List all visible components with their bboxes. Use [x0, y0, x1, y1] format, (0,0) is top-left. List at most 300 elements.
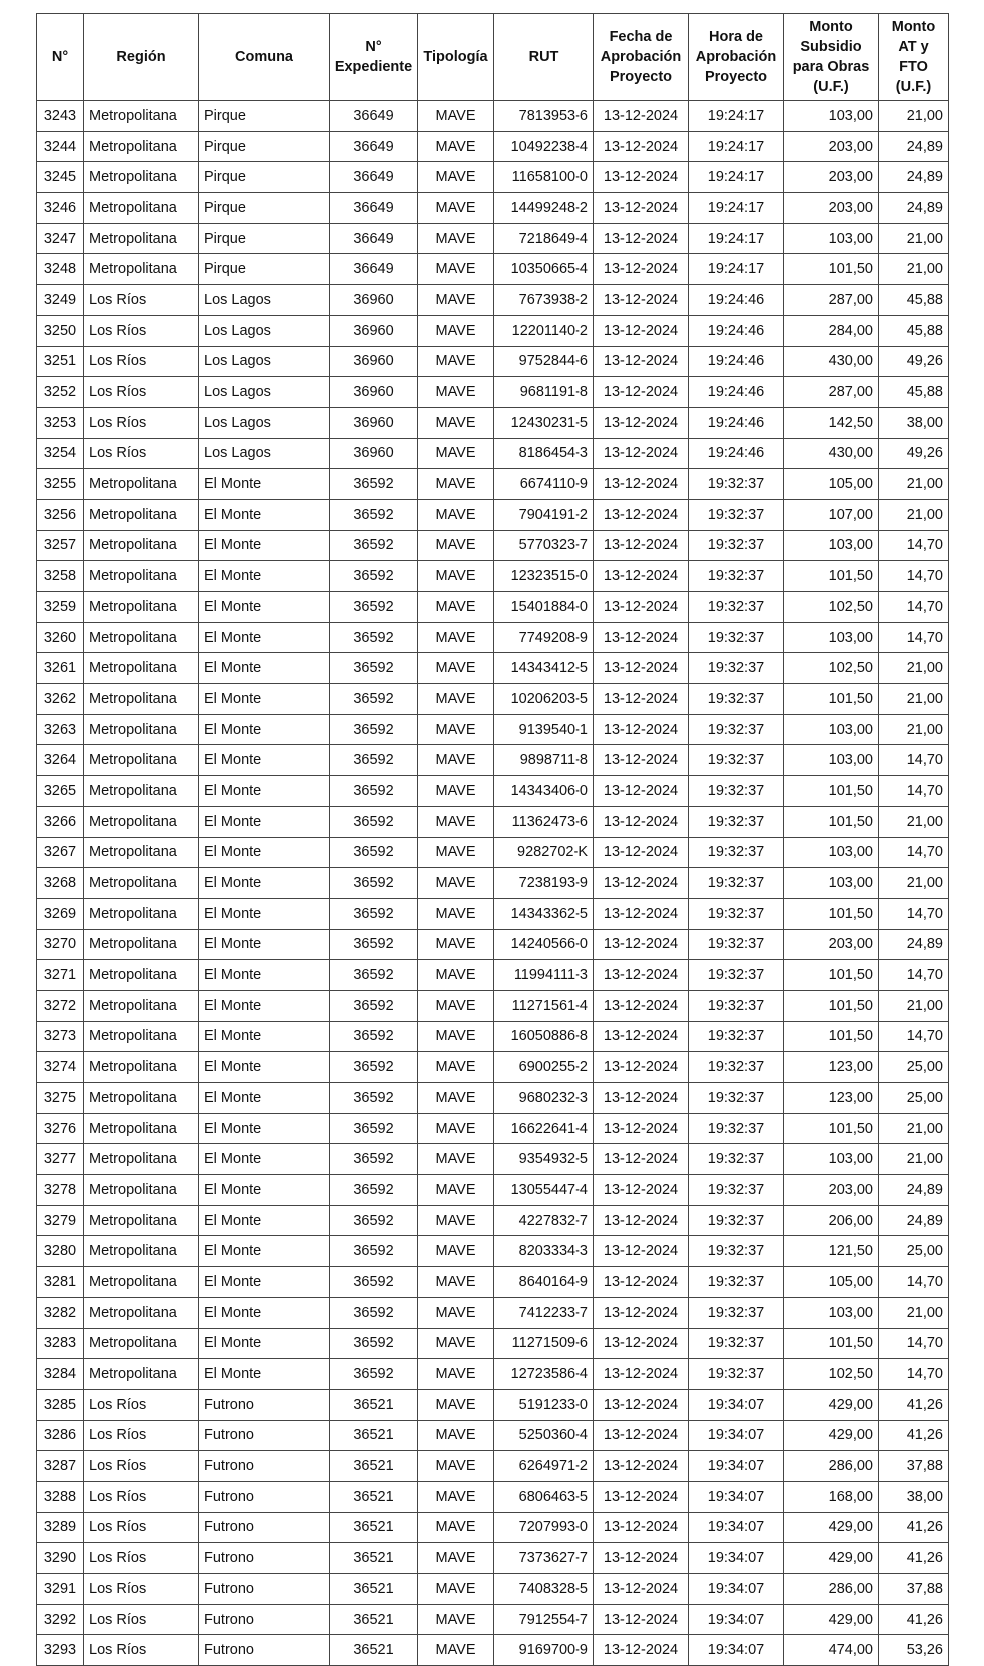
cell-fecha: 13-12-2024	[594, 1604, 689, 1635]
cell-rut: 12723586-4	[494, 1359, 594, 1390]
cell-tipologia: MAVE	[418, 622, 494, 653]
table-row	[37, 714, 949, 745]
document-page	[36, 13, 949, 1666]
cell-rut: 7207993-0	[494, 1512, 594, 1543]
cell-monto-at: 14,70	[879, 745, 949, 776]
cell-monto-obras: 103,00	[784, 714, 879, 745]
cell-comuna: Pirque	[199, 193, 330, 224]
cell-region: Metropolitana	[84, 990, 199, 1021]
cell-expediente: 36592	[330, 1144, 418, 1175]
cell-hora: 19:34:07	[689, 1389, 784, 1420]
cell-numero: 3291	[37, 1574, 84, 1605]
cell-expediente: 36592	[330, 960, 418, 991]
cell-rut: 11271561-4	[494, 990, 594, 1021]
cell-tipologia: MAVE	[418, 745, 494, 776]
cell-hora: 19:32:37	[689, 1052, 784, 1083]
cell-tipologia: MAVE	[418, 837, 494, 868]
table-row	[37, 193, 949, 224]
cell-fecha: 13-12-2024	[594, 346, 689, 377]
cell-fecha: 13-12-2024	[594, 898, 689, 929]
table-row	[37, 990, 949, 1021]
cell-fecha: 13-12-2024	[594, 1236, 689, 1267]
cell-region: Los Ríos	[84, 1420, 199, 1451]
cell-fecha: 13-12-2024	[594, 622, 689, 653]
cell-rut: 14499248-2	[494, 193, 594, 224]
cell-hora: 19:34:07	[689, 1543, 784, 1574]
cell-hora: 19:32:37	[689, 929, 784, 960]
cell-fecha: 13-12-2024	[594, 377, 689, 408]
cell-rut: 16622641-4	[494, 1113, 594, 1144]
cell-tipologia: MAVE	[418, 1359, 494, 1390]
cell-rut: 12201140-2	[494, 315, 594, 346]
cell-monto-at: 21,00	[879, 714, 949, 745]
cell-tipologia: MAVE	[418, 438, 494, 469]
cell-comuna: El Monte	[199, 837, 330, 868]
cell-tipologia: MAVE	[418, 1083, 494, 1114]
cell-region: Metropolitana	[84, 561, 199, 592]
cell-hora: 19:32:37	[689, 1113, 784, 1144]
cell-hora: 19:24:46	[689, 315, 784, 346]
cell-hora: 19:32:37	[689, 898, 784, 929]
cell-tipologia: MAVE	[418, 1297, 494, 1328]
cell-tipologia: MAVE	[418, 315, 494, 346]
cell-rut: 7749208-9	[494, 622, 594, 653]
table-row	[37, 346, 949, 377]
cell-monto-at: 14,70	[879, 622, 949, 653]
cell-monto-obras: 429,00	[784, 1389, 879, 1420]
cell-region: Metropolitana	[84, 254, 199, 285]
cell-fecha: 13-12-2024	[594, 1359, 689, 1390]
table-row	[37, 1236, 949, 1267]
cell-monto-at: 14,70	[879, 960, 949, 991]
cell-monto-obras: 429,00	[784, 1543, 879, 1574]
cell-region: Metropolitana	[84, 223, 199, 254]
table-row	[37, 530, 949, 561]
cell-region: Metropolitana	[84, 530, 199, 561]
col-header-region: Región	[84, 14, 199, 101]
cell-fecha: 13-12-2024	[594, 1420, 689, 1451]
cell-tipologia: MAVE	[418, 1052, 494, 1083]
cell-comuna: El Monte	[199, 1236, 330, 1267]
cell-rut: 16050886-8	[494, 1021, 594, 1052]
cell-monto-obras: 103,00	[784, 101, 879, 132]
cell-tipologia: MAVE	[418, 1021, 494, 1052]
col-header-tipologia: Tipología	[418, 14, 494, 101]
cell-monto-obras: 430,00	[784, 346, 879, 377]
cell-comuna: El Monte	[199, 990, 330, 1021]
cell-numero: 3293	[37, 1635, 84, 1666]
cell-region: Metropolitana	[84, 837, 199, 868]
cell-region: Los Ríos	[84, 1635, 199, 1666]
cell-comuna: El Monte	[199, 806, 330, 837]
cell-comuna: El Monte	[199, 1144, 330, 1175]
cell-expediente: 36960	[330, 438, 418, 469]
cell-tipologia: MAVE	[418, 530, 494, 561]
cell-region: Los Ríos	[84, 438, 199, 469]
cell-rut: 6900255-2	[494, 1052, 594, 1083]
cell-monto-obras: 121,50	[784, 1236, 879, 1267]
cell-numero: 3260	[37, 622, 84, 653]
cell-comuna: El Monte	[199, 1021, 330, 1052]
cell-numero: 3292	[37, 1604, 84, 1635]
cell-numero: 3246	[37, 193, 84, 224]
cell-hora: 19:32:37	[689, 1021, 784, 1052]
table-row	[37, 1328, 949, 1359]
cell-tipologia: MAVE	[418, 1635, 494, 1666]
cell-region: Los Ríos	[84, 1389, 199, 1420]
cell-hora: 19:32:37	[689, 1175, 784, 1206]
cell-region: Metropolitana	[84, 162, 199, 193]
cell-tipologia: MAVE	[418, 1236, 494, 1267]
table-row	[37, 745, 949, 776]
cell-rut: 5191233-0	[494, 1389, 594, 1420]
cell-monto-at: 25,00	[879, 1083, 949, 1114]
cell-monto-obras: 142,50	[784, 407, 879, 438]
cell-tipologia: MAVE	[418, 990, 494, 1021]
cell-hora: 19:32:37	[689, 1083, 784, 1114]
cell-fecha: 13-12-2024	[594, 285, 689, 316]
cell-comuna: El Monte	[199, 653, 330, 684]
cell-monto-obras: 101,50	[784, 1021, 879, 1052]
cell-rut: 11658100-0	[494, 162, 594, 193]
cell-expediente: 36592	[330, 622, 418, 653]
cell-rut: 9282702-K	[494, 837, 594, 868]
cell-hora: 19:32:37	[689, 1267, 784, 1298]
col-header-numero: N°	[37, 14, 84, 101]
cell-region: Metropolitana	[84, 1267, 199, 1298]
cell-monto-obras: 102,50	[784, 1359, 879, 1390]
cell-tipologia: MAVE	[418, 1604, 494, 1635]
cell-hora: 19:32:37	[689, 1144, 784, 1175]
cell-fecha: 13-12-2024	[594, 592, 689, 623]
cell-numero: 3281	[37, 1267, 84, 1298]
cell-monto-at: 25,00	[879, 1236, 949, 1267]
cell-hora: 19:32:37	[689, 1205, 784, 1236]
cell-monto-at: 49,26	[879, 438, 949, 469]
cell-region: Metropolitana	[84, 1113, 199, 1144]
cell-numero: 3249	[37, 285, 84, 316]
cell-hora: 19:32:37	[689, 868, 784, 899]
cell-monto-obras: 203,00	[784, 193, 879, 224]
cell-monto-at: 21,00	[879, 1113, 949, 1144]
cell-comuna: Pirque	[199, 101, 330, 132]
cell-comuna: El Monte	[199, 960, 330, 991]
cell-monto-obras: 287,00	[784, 377, 879, 408]
cell-fecha: 13-12-2024	[594, 1512, 689, 1543]
cell-comuna: El Monte	[199, 1267, 330, 1298]
cell-region: Los Ríos	[84, 1604, 199, 1635]
cell-fecha: 13-12-2024	[594, 684, 689, 715]
table-row	[37, 929, 949, 960]
cell-region: Los Ríos	[84, 346, 199, 377]
cell-numero: 3265	[37, 776, 84, 807]
table-row	[37, 1083, 949, 1114]
cell-expediente: 36592	[330, 1113, 418, 1144]
cell-fecha: 13-12-2024	[594, 806, 689, 837]
cell-rut: 13055447-4	[494, 1175, 594, 1206]
cell-expediente: 36521	[330, 1512, 418, 1543]
cell-numero: 3273	[37, 1021, 84, 1052]
cell-rut: 8186454-3	[494, 438, 594, 469]
table-row	[37, 162, 949, 193]
cell-monto-at: 14,70	[879, 1267, 949, 1298]
cell-tipologia: MAVE	[418, 131, 494, 162]
cell-expediente: 36521	[330, 1451, 418, 1482]
cell-region: Los Ríos	[84, 377, 199, 408]
cell-monto-obras: 103,00	[784, 530, 879, 561]
cell-rut: 7373627-7	[494, 1543, 594, 1574]
cell-region: Metropolitana	[84, 1359, 199, 1390]
cell-monto-at: 45,88	[879, 377, 949, 408]
table-row	[37, 131, 949, 162]
cell-hora: 19:32:37	[689, 837, 784, 868]
cell-tipologia: MAVE	[418, 561, 494, 592]
cell-tipologia: MAVE	[418, 377, 494, 408]
cell-monto-obras: 101,50	[784, 806, 879, 837]
cell-fecha: 13-12-2024	[594, 1144, 689, 1175]
cell-hora: 19:32:37	[689, 561, 784, 592]
cell-monto-at: 41,26	[879, 1512, 949, 1543]
cell-hora: 19:32:37	[689, 1359, 784, 1390]
cell-expediente: 36649	[330, 223, 418, 254]
cell-rut: 7813953-6	[494, 101, 594, 132]
cell-fecha: 13-12-2024	[594, 438, 689, 469]
cell-hora: 19:24:46	[689, 438, 784, 469]
cell-monto-at: 14,70	[879, 1021, 949, 1052]
cell-fecha: 13-12-2024	[594, 469, 689, 500]
cell-tipologia: MAVE	[418, 223, 494, 254]
cell-rut: 10492238-4	[494, 131, 594, 162]
cell-monto-at: 24,89	[879, 1205, 949, 1236]
col-header-hora: Hora de Aprobación Proyecto	[689, 14, 784, 101]
cell-comuna: Los Lagos	[199, 438, 330, 469]
cell-hora: 19:32:37	[689, 592, 784, 623]
cell-fecha: 13-12-2024	[594, 1481, 689, 1512]
cell-fecha: 13-12-2024	[594, 162, 689, 193]
cell-region: Los Ríos	[84, 1481, 199, 1512]
cell-rut: 6806463-5	[494, 1481, 594, 1512]
cell-monto-obras: 206,00	[784, 1205, 879, 1236]
cell-monto-obras: 102,50	[784, 653, 879, 684]
cell-expediente: 36592	[330, 868, 418, 899]
cell-rut: 7912554-7	[494, 1604, 594, 1635]
cell-monto-obras: 203,00	[784, 131, 879, 162]
cell-region: Metropolitana	[84, 653, 199, 684]
cell-expediente: 36592	[330, 653, 418, 684]
cell-monto-obras: 101,50	[784, 1328, 879, 1359]
table-row	[37, 1052, 949, 1083]
cell-region: Metropolitana	[84, 898, 199, 929]
cell-numero: 3283	[37, 1328, 84, 1359]
cell-comuna: El Monte	[199, 1205, 330, 1236]
table-row	[37, 499, 949, 530]
cell-numero: 3268	[37, 868, 84, 899]
cell-comuna: El Monte	[199, 898, 330, 929]
cell-monto-at: 14,70	[879, 1359, 949, 1390]
cell-monto-at: 49,26	[879, 346, 949, 377]
cell-region: Metropolitana	[84, 1052, 199, 1083]
cell-hora: 19:24:17	[689, 223, 784, 254]
cell-rut: 7412233-7	[494, 1297, 594, 1328]
cell-numero: 3267	[37, 837, 84, 868]
cell-numero: 3271	[37, 960, 84, 991]
cell-comuna: El Monte	[199, 684, 330, 715]
cell-monto-obras: 101,50	[784, 684, 879, 715]
cell-hora: 19:34:07	[689, 1574, 784, 1605]
cell-comuna: El Monte	[199, 868, 330, 899]
cell-comuna: Futrono	[199, 1481, 330, 1512]
cell-fecha: 13-12-2024	[594, 1451, 689, 1482]
cell-monto-at: 45,88	[879, 285, 949, 316]
cell-fecha: 13-12-2024	[594, 837, 689, 868]
cell-hora: 19:24:17	[689, 193, 784, 224]
cell-hora: 19:32:37	[689, 1236, 784, 1267]
cell-monto-obras: 168,00	[784, 1481, 879, 1512]
cell-tipologia: MAVE	[418, 162, 494, 193]
cell-expediente: 36592	[330, 714, 418, 745]
cell-region: Metropolitana	[84, 745, 199, 776]
table-row	[37, 1451, 949, 1482]
cell-monto-obras: 101,50	[784, 960, 879, 991]
cell-hora: 19:34:07	[689, 1604, 784, 1635]
cell-fecha: 13-12-2024	[594, 499, 689, 530]
cell-hora: 19:24:46	[689, 285, 784, 316]
table-row	[37, 377, 949, 408]
cell-region: Los Ríos	[84, 1451, 199, 1482]
cell-hora: 19:32:37	[689, 1297, 784, 1328]
cell-expediente: 36649	[330, 101, 418, 132]
table-row	[37, 469, 949, 500]
cell-monto-obras: 287,00	[784, 285, 879, 316]
cell-numero: 3245	[37, 162, 84, 193]
cell-expediente: 36649	[330, 254, 418, 285]
cell-numero: 3289	[37, 1512, 84, 1543]
table-row	[37, 960, 949, 991]
cell-region: Metropolitana	[84, 929, 199, 960]
cell-monto-obras: 103,00	[784, 1144, 879, 1175]
cell-monto-obras: 101,50	[784, 898, 879, 929]
cell-expediente: 36592	[330, 561, 418, 592]
cell-fecha: 13-12-2024	[594, 1389, 689, 1420]
cell-rut: 6674110-9	[494, 469, 594, 500]
cell-fecha: 13-12-2024	[594, 1328, 689, 1359]
cell-expediente: 36592	[330, 1021, 418, 1052]
cell-fecha: 13-12-2024	[594, 315, 689, 346]
cell-monto-at: 21,00	[879, 868, 949, 899]
cell-tipologia: MAVE	[418, 193, 494, 224]
cell-monto-at: 25,00	[879, 1052, 949, 1083]
cell-monto-obras: 203,00	[784, 162, 879, 193]
cell-tipologia: MAVE	[418, 1451, 494, 1482]
cell-fecha: 13-12-2024	[594, 868, 689, 899]
cell-tipologia: MAVE	[418, 806, 494, 837]
cell-monto-at: 21,00	[879, 806, 949, 837]
cell-rut: 11994111-3	[494, 960, 594, 991]
cell-fecha: 13-12-2024	[594, 407, 689, 438]
cell-monto-at: 21,00	[879, 499, 949, 530]
cell-tipologia: MAVE	[418, 776, 494, 807]
table-row	[37, 1420, 949, 1451]
cell-rut: 9169700-9	[494, 1635, 594, 1666]
cell-rut: 9680232-3	[494, 1083, 594, 1114]
cell-tipologia: MAVE	[418, 469, 494, 500]
cell-monto-obras: 430,00	[784, 438, 879, 469]
cell-fecha: 13-12-2024	[594, 530, 689, 561]
cell-expediente: 36592	[330, 929, 418, 960]
cell-monto-obras: 101,50	[784, 990, 879, 1021]
cell-monto-obras: 103,00	[784, 1297, 879, 1328]
cell-fecha: 13-12-2024	[594, 223, 689, 254]
cell-region: Metropolitana	[84, 101, 199, 132]
col-header-expediente: N° Expediente	[330, 14, 418, 101]
cell-expediente: 36592	[330, 1297, 418, 1328]
table-row	[37, 1389, 949, 1420]
cell-fecha: 13-12-2024	[594, 1113, 689, 1144]
table-row	[37, 561, 949, 592]
cell-fecha: 13-12-2024	[594, 1052, 689, 1083]
cell-monto-obras: 284,00	[784, 315, 879, 346]
cell-comuna: El Monte	[199, 1359, 330, 1390]
cell-numero: 3282	[37, 1297, 84, 1328]
cell-monto-obras: 103,00	[784, 868, 879, 899]
cell-fecha: 13-12-2024	[594, 1083, 689, 1114]
cell-hora: 19:24:17	[689, 162, 784, 193]
cell-fecha: 13-12-2024	[594, 1543, 689, 1574]
cell-fecha: 13-12-2024	[594, 929, 689, 960]
cell-numero: 3288	[37, 1481, 84, 1512]
cell-rut: 9681191-8	[494, 377, 594, 408]
cell-tipologia: MAVE	[418, 1420, 494, 1451]
cell-numero: 3243	[37, 101, 84, 132]
cell-expediente: 36521	[330, 1420, 418, 1451]
cell-hora: 19:24:46	[689, 346, 784, 377]
cell-fecha: 13-12-2024	[594, 101, 689, 132]
cell-numero: 3270	[37, 929, 84, 960]
cell-numero: 3287	[37, 1451, 84, 1482]
table-row	[37, 898, 949, 929]
table-row	[37, 254, 949, 285]
cell-tipologia: MAVE	[418, 101, 494, 132]
cell-region: Metropolitana	[84, 714, 199, 745]
cell-numero: 3272	[37, 990, 84, 1021]
cell-rut: 11362473-6	[494, 806, 594, 837]
cell-fecha: 13-12-2024	[594, 1635, 689, 1666]
cell-hora: 19:32:37	[689, 1328, 784, 1359]
table-row	[37, 1359, 949, 1390]
cell-comuna: Futrono	[199, 1604, 330, 1635]
cell-region: Metropolitana	[84, 1297, 199, 1328]
cell-tipologia: MAVE	[418, 1389, 494, 1420]
table-row	[37, 1113, 949, 1144]
col-header-monto-at: Monto AT y FTO (U.F.)	[879, 14, 949, 101]
cell-numero: 3255	[37, 469, 84, 500]
cell-monto-obras: 123,00	[784, 1052, 879, 1083]
cell-numero: 3269	[37, 898, 84, 929]
cell-expediente: 36592	[330, 806, 418, 837]
cell-expediente: 36592	[330, 1328, 418, 1359]
cell-monto-at: 21,00	[879, 254, 949, 285]
cell-monto-obras: 203,00	[784, 1175, 879, 1206]
cell-fecha: 13-12-2024	[594, 990, 689, 1021]
cell-fecha: 13-12-2024	[594, 714, 689, 745]
cell-expediente: 36649	[330, 193, 418, 224]
cell-comuna: El Monte	[199, 776, 330, 807]
cell-hora: 19:24:17	[689, 254, 784, 285]
cell-fecha: 13-12-2024	[594, 1297, 689, 1328]
cell-comuna: El Monte	[199, 1328, 330, 1359]
cell-region: Metropolitana	[84, 776, 199, 807]
cell-rut: 14343412-5	[494, 653, 594, 684]
